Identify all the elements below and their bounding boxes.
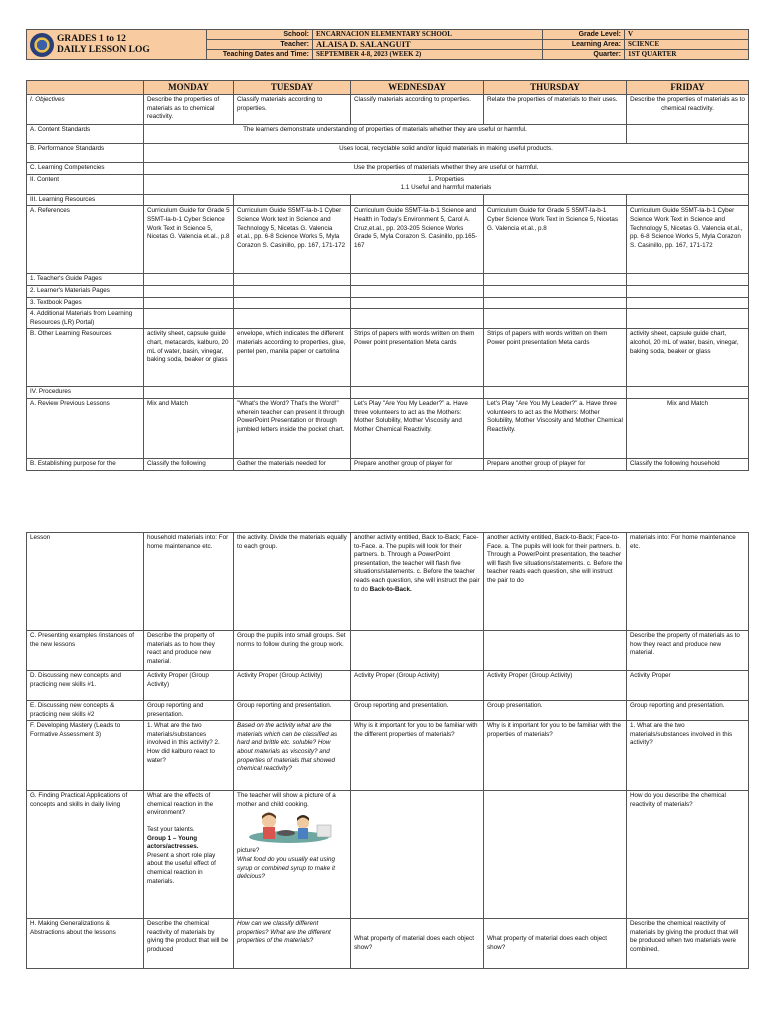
obj-thu: Relate the properties of materials to their uses. <box>484 95 627 125</box>
ref-tue: Curriculum Guide S5MT-Ia-b-1 Cyber Science Work text in Science and Technology 5, Nicetas G. Valencia et.al., pp. 6-8 Science Works 5, Myla Corazon S. Casinillo, pp. 167, 171-172 <box>234 206 351 274</box>
ref-thu: Curriculum Guide for Grade 5 S5MT-Ia-b-1 Cyber Science Work Text in Science 5, Nicetas G. Valencia et.al., p.8 <box>484 206 627 274</box>
header-block <box>26 29 748 60</box>
ref-wed: Curriculum Guide S5MT-Ia-b-1 Science and Health in Today's Environment 5, Carol A. Cruz,et.al., pp. 203-205 Science Works Grade 5, Myla Corazon S. Casinillo, pp.165-167 <box>351 206 484 274</box>
school-label: School: <box>207 30 313 40</box>
day-thursday: THURSDAY <box>484 81 627 95</box>
presenting-wed <box>351 631 484 671</box>
teacher-label: Teacher: <box>207 40 313 50</box>
discuss2-thu: Group presentation. <box>484 701 627 721</box>
obj-tue: Classify materials according to properties. <box>234 95 351 125</box>
other-mon: activity sheet, capsule guide chart, metacards, kalburo, 20 mL of water, basin, vinegar, baking soda, beaker or glass <box>144 329 234 387</box>
presenting-thu <box>484 631 627 671</box>
title-cell <box>27 30 207 60</box>
generalization-thu: What property of material does each object show? <box>484 919 627 969</box>
row-label-practical: G. Finding Practical Applications of concepts and skills in daily living <box>27 791 144 919</box>
day-tuesday: TUESDAY <box>234 81 351 95</box>
discuss2-wed: Group reporting and presentation. <box>351 701 484 721</box>
generalization-mon: Describe the chemical reactivity of materials by giving the product that will be produced <box>144 919 234 969</box>
practical-mon-group: Group 1 – Young actors/actresses. <box>147 834 199 851</box>
generalization-tue: How can we classify different properties? What are the different properties of the materials? <box>234 919 351 969</box>
content-text <box>144 174 749 194</box>
title-grades: GRADES 1 to 12 <box>57 33 126 44</box>
discuss1-fri: Activity Proper <box>627 671 749 701</box>
row-label-references: A. References <box>27 206 144 274</box>
lesson-table-part2 <box>26 532 748 969</box>
mastery-thu: Why is it important for you to be familiar with the properties of materials? <box>484 721 627 791</box>
practical-mon-question: What are the effects of chemical reaction in the environment? <box>147 792 214 817</box>
lesson-fri: materials into: For home maintenance etc. <box>627 533 749 631</box>
presenting-mon: Describe the property of materials as to how they react and produce new material. <box>144 631 234 671</box>
review-mon: Mix and Match <box>144 398 234 458</box>
practical-mon-test: Test your talents. <box>147 825 195 833</box>
mastery-fri: 1. What are the two materials/substances involved in this activity? <box>627 721 749 791</box>
row-label-purpose: B. Establishing purpose for the <box>27 458 144 470</box>
row-label-tb: 3. Textbook Pages <box>27 297 144 309</box>
quarter-value: 1ST QUARTER <box>625 50 749 60</box>
row-label-additional: 4. Additional Materials from Learning Resources (LR) Portal) <box>27 309 144 329</box>
dates-label: Teaching Dates and Time: <box>207 50 313 60</box>
quarter-label: Quarter: <box>543 50 625 60</box>
row-label-presenting: C. Presenting examples /instances of the new lessons <box>27 631 144 671</box>
row-label-discuss2: E. Discussing new concepts & practicing new skills #2 <box>27 701 144 721</box>
review-thu: Let's Play "Are You My Leader?" a. Have three volunteers to act as the Mothers: Mother Solubility, Mother Viscosity and Mother Chemical Reactivity. <box>484 398 627 458</box>
teacher-value: ALAISA D. SALANGUIT <box>313 40 543 50</box>
row-label-performance-standards: B. Performance Standards <box>27 144 144 163</box>
day-monday: MONDAY <box>144 81 234 95</box>
mother-child-cooking-image <box>241 811 337 845</box>
ref-mon: Curriculum Guide for Grade 5 S5MT-Ia-b-1 Cyber Science Work Text in Science 5, Nicetas G. Valencia et.al., p.8 <box>144 206 234 274</box>
practical-mon-rest: Present a short role play about the useful effect of chemical reaction in materials. <box>147 851 216 885</box>
header-table <box>26 29 749 60</box>
corner-cell <box>27 81 144 95</box>
row-label-lesson: Lesson <box>27 533 144 631</box>
row-label-lm: 2. Learner's Materials Pages <box>27 285 144 297</box>
lesson-table-1 <box>26 80 749 471</box>
day-friday: FRIDAY <box>627 81 749 95</box>
row-label-review: A. Review Previous Lessons <box>27 398 144 458</box>
presenting-tue: Group the pupils into small groups. Set norms to follow during the group work. <box>234 631 351 671</box>
day-wednesday: WEDNESDAY <box>351 81 484 95</box>
cooking-illustration <box>241 811 337 845</box>
row-label-content: II. Content <box>27 174 144 194</box>
discuss2-tue: Group reporting and presentation. <box>234 701 351 721</box>
content-standards-text: The learners demonstrate understanding of properties of materials whether they are useful or harmful. <box>144 125 627 144</box>
practical-tue-intro: The teacher will show a picture of a mother and child cooking. <box>237 792 336 808</box>
area-value: SCIENCE <box>625 40 749 50</box>
obj-mon: Describe the properties of materials as to chemical reactivity. <box>144 95 234 125</box>
ref-fri: Curriculum Guide S5MT-Ia-b-1 Cyber Science Work Text in Science and Technology 5, Nicetas G. Valencia et.al., pp. 6-8 Science Works 5, Myla Corazon S. Casinillo, pp. 167, 171-172 <box>627 206 749 274</box>
row-label-procedures: IV. Procedures <box>27 387 144 399</box>
mastery-tue: Based on the activity what are the materials which can be classified as hard and brittle etc. soluble? How about materials as viscosity? and properties of materials that showed chemical reactivity? <box>234 721 351 791</box>
practical-thu <box>484 791 627 919</box>
generalization-fri: Describe the chemical reactivity of materials by giving the product that will be produced when two materials were combined. <box>627 919 749 969</box>
content-line2: 1.1 Useful and harmful materials <box>400 184 492 192</box>
lesson-wed-bold: Back-to-Back. <box>369 585 412 593</box>
review-wed: Let's Play "Are You My Leader?" a. Have three volunteers to act as the Mothers: Mother Solubility, Mother Viscosity and Mother Chemical Reactivity. <box>351 398 484 458</box>
lesson-table-part1 <box>26 80 748 471</box>
purpose-thu: Prepare another group of player for <box>484 458 627 470</box>
deped-seal-icon <box>30 33 54 57</box>
performance-standards-text: Uses local, recyclable solid and/or liquid materials in making useful products. <box>144 144 749 163</box>
area-label: Learning Area: <box>543 40 625 50</box>
other-tue: envelope, which indicates the different materials according to properties, glue, pentel pen, manila paper or cartolina <box>234 329 351 387</box>
generalization-wed: What property of material does each object show? <box>351 919 484 969</box>
competencies-text: Use the properties of materials whether they are useful or harmful. <box>144 163 749 175</box>
other-thu: Strips of papers with words written on them Power point presentation Meta cards <box>484 329 627 387</box>
obj-fri: Describe the properties of materials as to chemical reactivity. <box>627 95 749 125</box>
other-fri: activity sheet, capsule guide chart, alcohol, 20 mL of water, basin, vinegar, baking soda, beaker or glass <box>627 329 749 387</box>
review-tue: "What's the Word? That's the Word!" wherein teacher can present it through PowerPoint Presentation or through jumbled letters inside the pocket chart. <box>234 398 351 458</box>
row-label-resources: III. Learning Resources <box>27 194 144 206</box>
content-standards-fri <box>627 125 749 144</box>
lesson-tue: the activity. Divide the materials equally to each group. <box>234 533 351 631</box>
practical-tue <box>234 791 351 919</box>
lesson-wed-text: another activity entitled, Back to-Back; Face-to-Face. a. The pupils will look for their partners. b. Through a PowerPoint presentation, the teacher will flash five situations/statements. c. Before the teacher reads each question, she will instruct the pair to do <box>354 534 480 593</box>
school-value: ENCARNACION ELEMENTARY SCHOOL <box>313 30 543 40</box>
presenting-fri: Describe the property of materials as to how they react and produce new material. <box>627 631 749 671</box>
lesson-mon: household materials into: For home maintenance etc. <box>144 533 234 631</box>
row-label-generalization: H. Making Generalizations & Abstractions about the lessons <box>27 919 144 969</box>
dates-value: SEPTEMBER 4-8, 2023 (WEEK 2) <box>313 50 543 60</box>
review-fri: Mix and Match <box>627 398 749 458</box>
discuss1-thu: Activity Proper (Group Activity) <box>484 671 627 701</box>
purpose-mon: Classify the following <box>144 458 234 470</box>
row-label-competencies: C. Learning Competencies <box>27 163 144 175</box>
row-label-tg: 1. Teacher's Guide Pages <box>27 274 144 286</box>
lesson-wed <box>351 533 484 631</box>
practical-wed <box>351 791 484 919</box>
discuss2-fri: Group reporting and presentation. <box>627 701 749 721</box>
row-label-content-standards: A. Content Standards <box>27 125 144 144</box>
content-line1: 1. Properties <box>428 175 464 183</box>
lesson-table-2 <box>26 532 749 969</box>
purpose-wed: Prepare another group of player for <box>351 458 484 470</box>
discuss2-mon: Group reporting and presentation. <box>144 701 234 721</box>
mastery-mon: 1. What are the two materials/substances involved in this activity? 2. How did kalburo react to water? <box>144 721 234 791</box>
purpose-tue: Gather the materials needed for <box>234 458 351 470</box>
discuss1-wed: Activity Proper (Group Activity) <box>351 671 484 701</box>
practical-fri: How do you describe the chemical reactivity of materials? <box>627 791 749 919</box>
practical-tue-after: picture? <box>237 847 260 855</box>
row-label-discuss1: D. Discussing new concepts and practicing new skills #1. <box>27 671 144 701</box>
grade-label: Grade Level: <box>543 30 625 40</box>
title-dll: DAILY LESSON LOG <box>57 44 150 55</box>
row-label-mastery: F. Developing Mastery (Leads to Formative Assessment 3) <box>27 721 144 791</box>
discuss1-mon: Activity Proper (Group Activity) <box>144 671 234 701</box>
lesson-thu: another activity entitled, Back-to-Back; Face-to-Face. a. The pupils will look for their partners. b. Through a PowerPoint presentation, the teacher will flash five situations/statements. c. Before the teacher reads each question, she will instruct the pair to do <box>484 533 627 631</box>
obj-wed: Classify materials according to properties. <box>351 95 484 125</box>
mastery-wed: Why is it important for you to be familiar with the different properties of materials? <box>351 721 484 791</box>
practical-mon <box>144 791 234 919</box>
practical-tue-question: What food do you usually eat using syrup or combined syrup to make it delicious? <box>237 855 336 881</box>
discuss1-tue: Activity Proper (Group Activity) <box>234 671 351 701</box>
row-label-objectives: I. Objectives <box>27 95 144 125</box>
other-wed: Strips of papers with words written on them Power point presentation Meta cards <box>351 329 484 387</box>
grade-value: V <box>625 30 749 40</box>
purpose-fri: Classify the following household <box>627 458 749 470</box>
row-label-other-resources: B. Other Learning Resources <box>27 329 144 387</box>
